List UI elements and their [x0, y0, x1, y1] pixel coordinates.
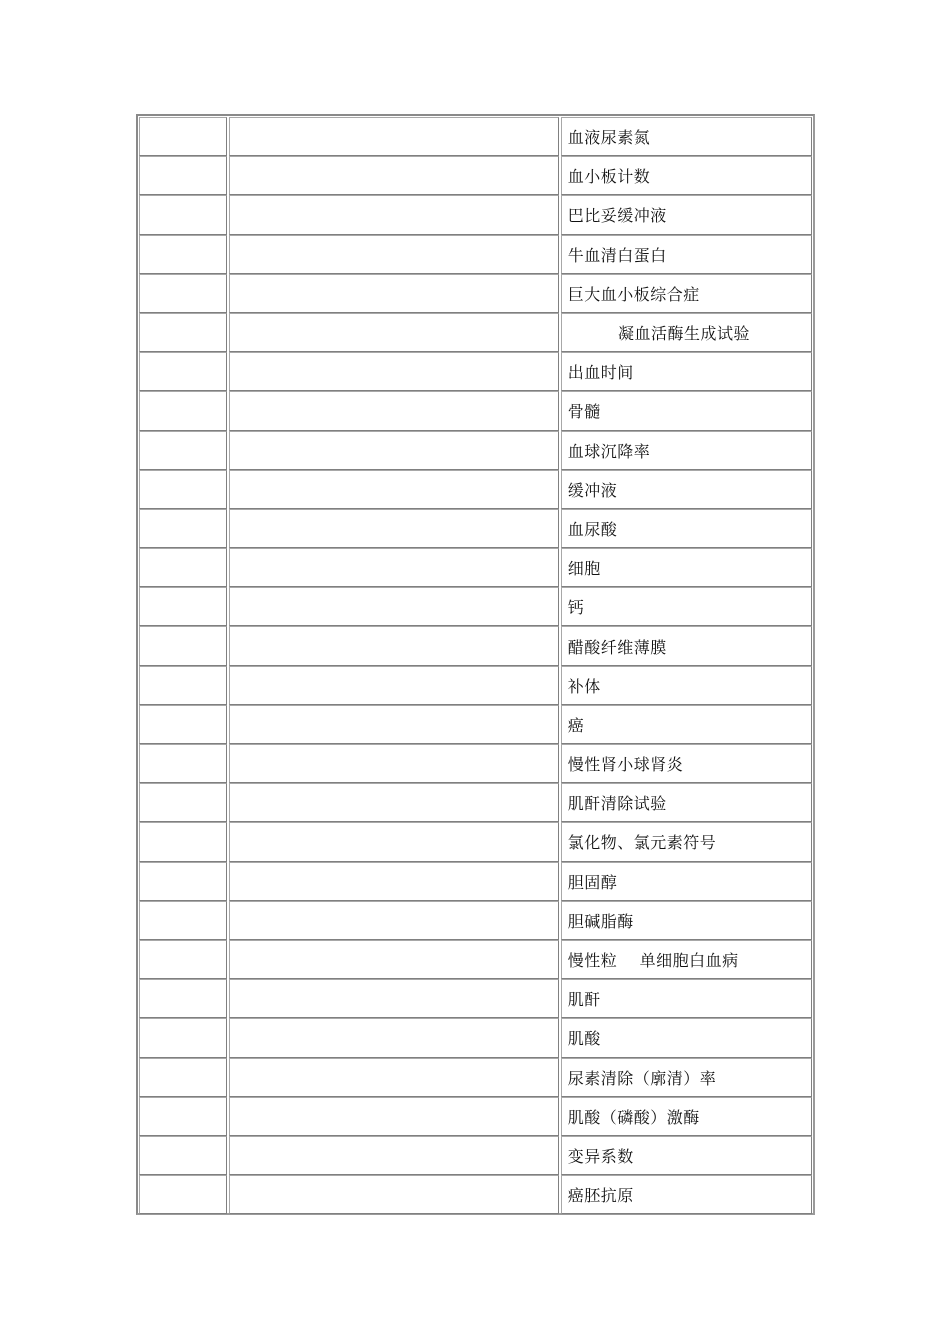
english-term-cell: [229, 470, 559, 509]
table-row: [138, 586, 813, 625]
chinese-term-cell: 骨髓: [561, 391, 812, 430]
glossary-table: [136, 114, 815, 1215]
table-row: [138, 900, 813, 939]
table-row: [138, 782, 813, 821]
table-row: [138, 665, 813, 704]
chinese-term-cell: 细胞: [561, 548, 812, 587]
chinese-term-cell: 醋酸纤维薄膜: [561, 626, 812, 665]
chinese-term-cell: 变异系数: [561, 1136, 812, 1175]
abbreviation-cell: [139, 587, 227, 626]
abbreviation-cell: [139, 509, 227, 548]
english-term-cell: [229, 195, 559, 234]
chinese-term-cell: 出血时间: [561, 352, 812, 391]
abbreviation-cell: [139, 1097, 227, 1136]
abbreviation-cell: [139, 391, 227, 430]
english-term-cell: [229, 587, 559, 626]
english-term-cell: [229, 1136, 559, 1175]
english-term-cell: [229, 666, 559, 705]
chinese-term-cell: 血小板计数: [561, 156, 812, 195]
table-row: [138, 430, 813, 469]
abbreviation-cell: [139, 862, 227, 901]
abbreviation-cell: [139, 1018, 227, 1057]
chinese-term-cell: 血液尿素氮: [561, 117, 812, 156]
english-term-cell: [229, 274, 559, 313]
chinese-term-cell: 凝血活酶生成试验: [561, 313, 812, 352]
chinese-term-cell: 肌酐清除试验: [561, 783, 812, 822]
table-row: [138, 508, 813, 547]
english-term-cell: [229, 1097, 559, 1136]
table-row: [138, 861, 813, 900]
chinese-term-cell: 癌胚抗原: [561, 1175, 812, 1214]
chinese-term-cell: 慢性粒 单细胞白血病: [561, 940, 812, 979]
chinese-term-cell: 肌酸: [561, 1018, 812, 1057]
table-row: [138, 469, 813, 508]
chinese-term-cell: 牛血清白蛋白: [561, 235, 812, 274]
chinese-term-cell: 巨大血小板综合症: [561, 274, 812, 313]
table-row: [138, 625, 813, 664]
table-row: [138, 821, 813, 860]
abbreviation-cell: [139, 901, 227, 940]
english-term-cell: [229, 235, 559, 274]
table-row: [138, 155, 813, 194]
english-term-cell: [229, 156, 559, 195]
abbreviation-cell: [139, 313, 227, 352]
chinese-term-cell: 胆固醇: [561, 862, 812, 901]
english-term-cell: [229, 1058, 559, 1097]
english-term-cell: [229, 1018, 559, 1057]
abbreviation-cell: [139, 1136, 227, 1175]
abbreviation-cell: [139, 352, 227, 391]
chinese-term-cell: 缓冲液: [561, 470, 812, 509]
english-term-cell: [229, 901, 559, 940]
chinese-term-cell: 氯化物、氯元素符号: [561, 822, 812, 861]
english-term-cell: [229, 509, 559, 548]
chinese-term-cell: 钙: [561, 587, 812, 626]
table-row: [138, 1017, 813, 1056]
english-term-cell: [229, 705, 559, 744]
abbreviation-cell: [139, 1058, 227, 1097]
table-row: [138, 194, 813, 233]
table-row: [138, 116, 813, 155]
chinese-term-cell: 癌: [561, 705, 812, 744]
chinese-term-cell: 肌酐: [561, 979, 812, 1018]
english-term-cell: [229, 117, 559, 156]
english-term-cell: [229, 548, 559, 587]
english-term-cell: [229, 313, 559, 352]
table-row: [138, 1135, 813, 1174]
chinese-term-cell: 肌酸（磷酸）激酶: [561, 1097, 812, 1136]
table-row: [138, 978, 813, 1017]
table-row: [138, 704, 813, 743]
english-term-cell: [229, 626, 559, 665]
abbreviation-cell: [139, 822, 227, 861]
chinese-term-cell: 慢性肾小球肾炎: [561, 744, 812, 783]
chinese-term-cell: 胆碱脂酶: [561, 901, 812, 940]
abbreviation-cell: [139, 117, 227, 156]
table-row: [138, 312, 813, 351]
english-term-cell: [229, 822, 559, 861]
chinese-term-cell: 巴比妥缓冲液: [561, 195, 812, 234]
table-row: [138, 547, 813, 586]
table-row: [138, 1057, 813, 1096]
abbreviation-cell: [139, 979, 227, 1018]
english-term-cell: [229, 391, 559, 430]
table-row: [138, 234, 813, 273]
chinese-term-cell: 补体: [561, 666, 812, 705]
chinese-term-cell: 尿素清除（廓清）率: [561, 1058, 812, 1097]
abbreviation-cell: [139, 744, 227, 783]
english-term-cell: [229, 744, 559, 783]
english-term-cell: [229, 431, 559, 470]
english-term-cell: [229, 862, 559, 901]
abbreviation-cell: [139, 195, 227, 234]
chinese-term-cell: 血球沉降率: [561, 431, 812, 470]
abbreviation-cell: [139, 156, 227, 195]
chinese-term-cell: 血尿酸: [561, 509, 812, 548]
abbreviation-cell: [139, 626, 227, 665]
abbreviation-cell: [139, 940, 227, 979]
abbreviation-cell: [139, 274, 227, 313]
abbreviation-cell: [139, 705, 227, 744]
abbreviation-cell: [139, 470, 227, 509]
table-row: [138, 351, 813, 390]
abbreviation-cell: [139, 783, 227, 822]
english-term-cell: [229, 940, 559, 979]
table-row: [138, 1174, 813, 1213]
table-row: [138, 939, 813, 978]
english-term-cell: [229, 352, 559, 391]
english-term-cell: [229, 783, 559, 822]
table-row: [138, 1096, 813, 1135]
table-row: [138, 743, 813, 782]
english-term-cell: [229, 1175, 559, 1214]
abbreviation-cell: [139, 431, 227, 470]
table-row: [138, 273, 813, 312]
abbreviation-cell: [139, 1175, 227, 1214]
abbreviation-cell: [139, 235, 227, 274]
english-term-cell: [229, 979, 559, 1018]
abbreviation-cell: [139, 548, 227, 587]
abbreviation-cell: [139, 666, 227, 705]
table-row: [138, 390, 813, 429]
